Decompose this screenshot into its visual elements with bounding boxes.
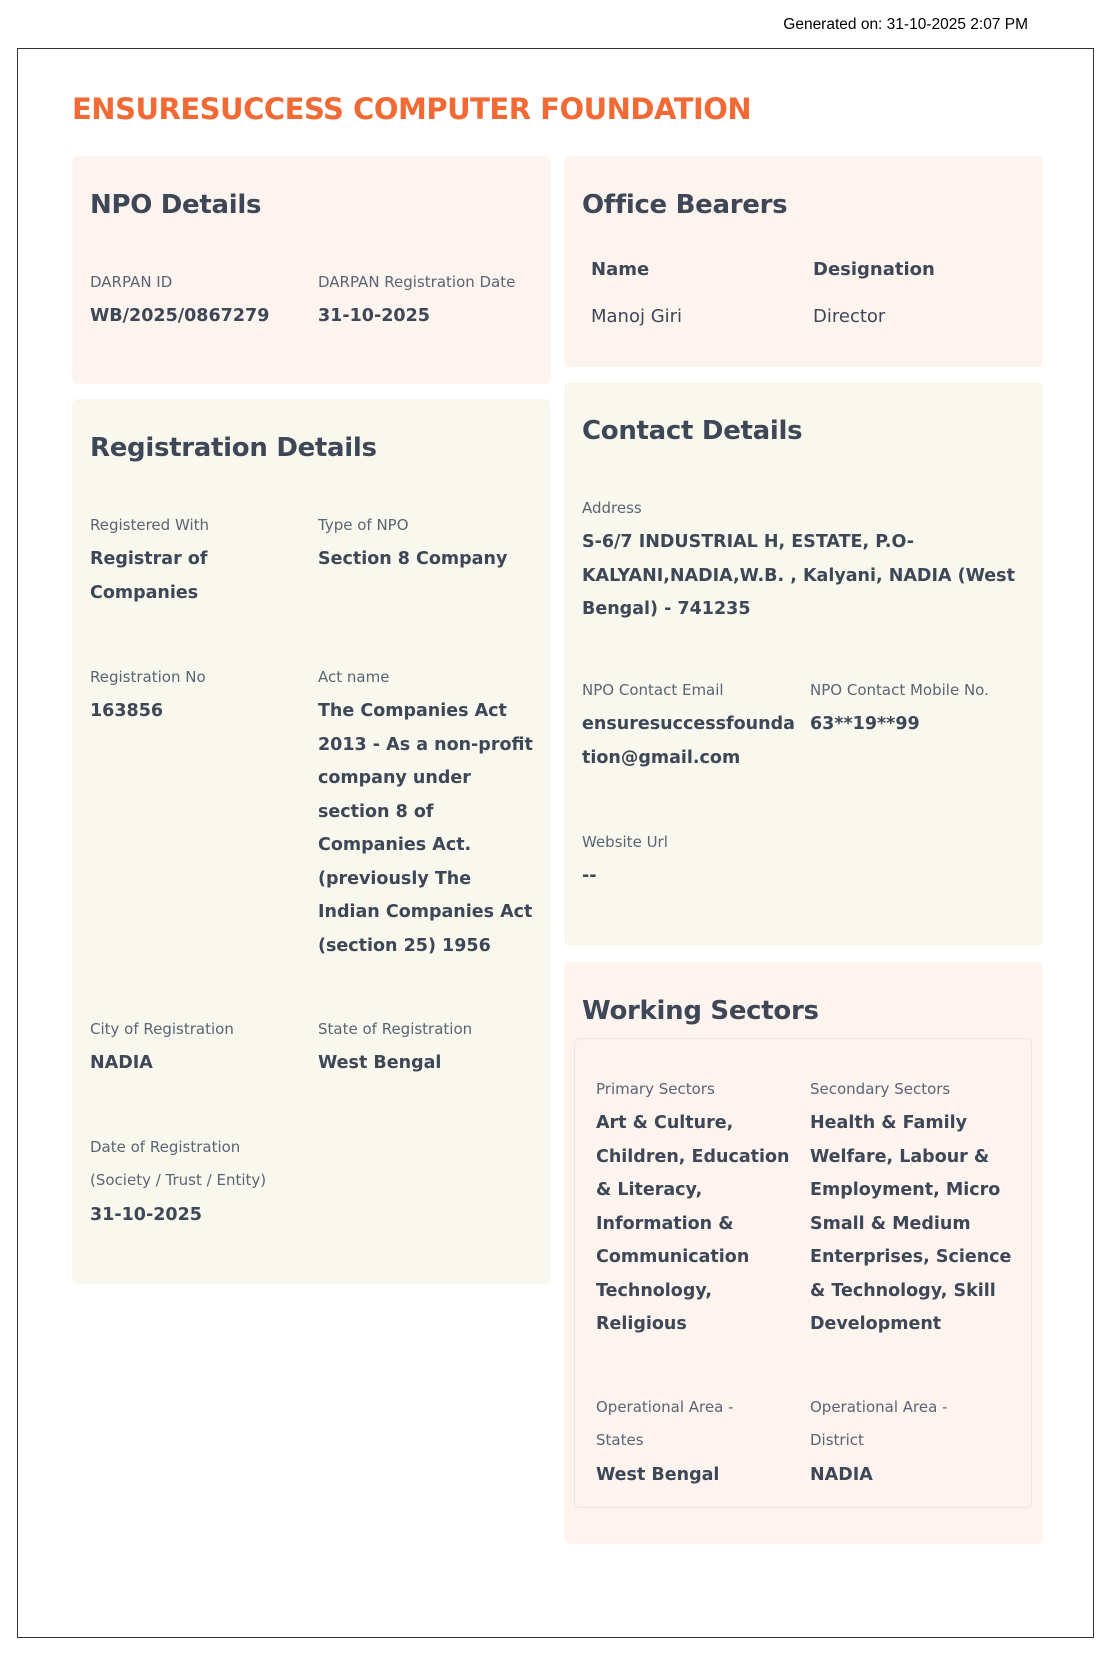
op-area-states-value: West Bengal [596, 1465, 720, 1485]
organization-title: ENSURESUCCESS COMPUTER FOUNDATION [72, 92, 752, 126]
city-label: City of Registration [90, 1020, 234, 1038]
primary-sectors-value: Art & Culture, Children, Education & Literacy, Information & Communication Technology, Religious [596, 1113, 790, 1334]
state-label: State of Registration [318, 1020, 473, 1038]
op-area-states-label: Operational Area - States [596, 1398, 734, 1449]
working-sectors-card [564, 962, 1043, 1544]
registration-details-heading: Registration Details [90, 433, 377, 463]
secondary-sectors-value: Health & Family Welfare, Labour & Employment, Micro Small & Medium Enterprises, Science & Technology, Skill Development [810, 1113, 1012, 1334]
op-area-district-value: NADIA [810, 1465, 873, 1485]
secondary-sectors-label: Secondary Sectors [810, 1080, 951, 1098]
op-area-district-label: Operational Area - District [810, 1398, 948, 1449]
state-value: West Bengal [318, 1053, 442, 1073]
darpan-id-label: DARPAN ID [90, 273, 173, 291]
contact-details-card [564, 382, 1043, 946]
office-bearers-card [564, 156, 1043, 367]
working-sectors-heading: Working Sectors [582, 996, 819, 1026]
contact-details-heading: Contact Details [582, 416, 803, 446]
bearers-col-designation: Designation [813, 259, 935, 280]
contact-mobile-value: 63**19**99 [810, 714, 920, 734]
registered-with-value: Registrar of Companies [90, 549, 208, 603]
address-label: Address [582, 499, 642, 517]
address-value: S-6/7 INDUSTRIAL H, ESTATE, P.O-KALYANI,NADIA,W.B. , Kalyani, NADIA (West Bengal) - 741235 [582, 532, 1015, 619]
website-label: Website Url [582, 833, 668, 851]
registration-date-value: 31-10-2025 [90, 1205, 202, 1225]
primary-sectors-label: Primary Sectors [596, 1080, 715, 1098]
npo-type-value: Section 8 Company [318, 549, 508, 569]
registration-no-value: 163856 [90, 701, 164, 721]
office-bearers-heading: Office Bearers [582, 190, 788, 220]
registration-no-label: Registration No [90, 668, 206, 686]
darpan-id-value: WB/2025/0867279 [90, 306, 270, 326]
generated-timestamp: Generated on: 31-10-2025 2:07 PM [783, 16, 1028, 33]
registration-date-label: Date of Registration (Society / Trust / Entity) [90, 1138, 267, 1189]
city-value: NADIA [90, 1053, 153, 1073]
contact-mobile-label: NPO Contact Mobile No. [810, 681, 989, 699]
act-name-label: Act name [318, 668, 390, 686]
npo-details-heading: NPO Details [90, 190, 262, 220]
registration-details-card [72, 399, 551, 1284]
website-value: -- [582, 866, 597, 886]
contact-email-value: ensuresuccessfoundation@gmail.com [582, 714, 795, 768]
registered-with-label: Registered With [90, 516, 210, 534]
bearer-designation: Director [813, 306, 886, 327]
npo-details-card [72, 156, 551, 384]
contact-email-label: NPO Contact Email [582, 681, 724, 699]
darpan-reg-date-value: 31-10-2025 [318, 306, 430, 326]
working-sectors-panel [574, 1038, 1032, 1508]
npo-type-label: Type of NPO [318, 516, 409, 534]
bearer-name: Manoj Giri [591, 306, 683, 327]
act-name-value: The Companies Act 2013 - As a non-profit company under section 8 of Companies Act. (previously The Indian Companies Act (section 25) 1956 [318, 701, 533, 956]
bearers-col-name: Name [591, 259, 650, 280]
darpan-reg-date-label: DARPAN Registration Date [318, 273, 516, 291]
